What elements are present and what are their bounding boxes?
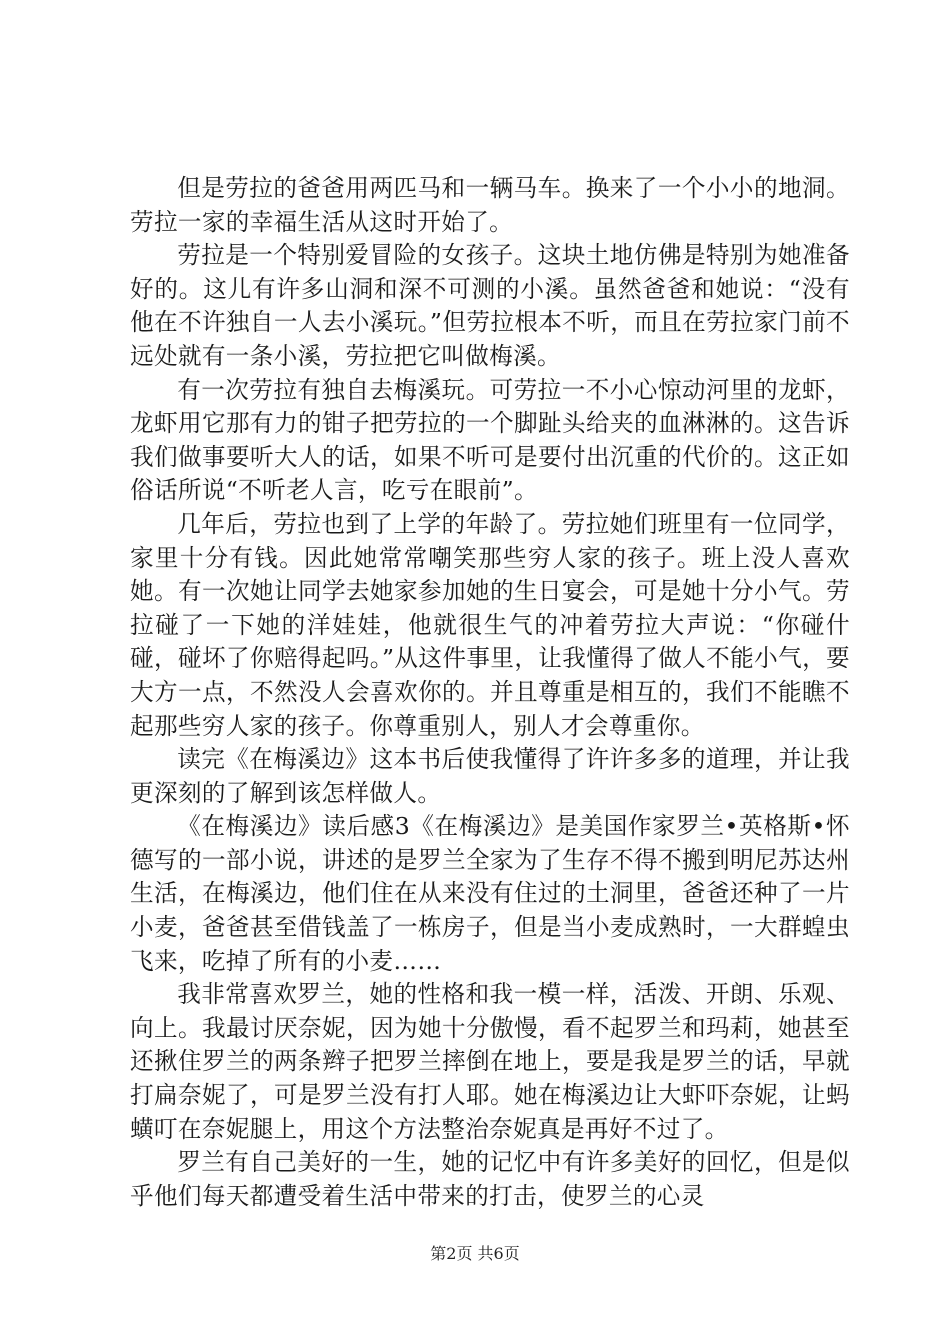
paragraph: 《在梅溪边》读后感3《在梅溪边》是美国作家罗兰•英格斯•怀德写的一部小说，讲述的是罗兰全家为了生存不得不搬到明尼苏达州生活，在梅溪边，他们住在从来没有住过的土洞里，爸爸还种了一片小麦，爸爸甚至借钱盖了一栋房子，但是当小麦成熟时，一大群蝗虫飞来，吃掉了所有的小麦…… [130,812,850,975]
paragraph: 我非常喜欢罗兰，她的性格和我一模一样，活泼、开朗、乐观、向上。我最讨厌奈妮，因为她十分傲慢，看不起罗兰和玛莉，她甚至还揪住罗兰的两条辫子把罗兰摔倒在地上，要是我是罗兰的话，早就打扁奈妮了，可是罗兰没有打人耶。她在梅溪边让大虾吓奈妮，让蚂蟥叮在奈妮腿上，用这个方法整治奈妮真是再好不过了。 [130,980,850,1143]
page-number-footer: 第2页 共6页 [430,1244,520,1263]
paragraph: 但是劳拉的爸爸用两匹马和一辆马车。换来了一个小小的地洞。劳拉一家的幸福生活从这时开始了。 [130,174,850,236]
paragraph: 劳拉是一个特别爱冒险的女孩子。这块土地仿佛是特别为她准备好的。这儿有许多山洞和深不可测的小溪。虽然爸爸和她说：“没有他在不许独自一人去小溪玩。”但劳拉根本不听，而且在劳拉家门前不远处就有一条小溪，劳拉把它叫做梅溪。 [130,241,850,370]
paragraph: 有一次劳拉有独自去梅溪玩。可劳拉一不小心惊动河里的龙虾，龙虾用它那有力的钳子把劳拉的一个脚趾头给夹的血淋淋的。这告诉我们做事要听大人的话，如果不听可是要付出沉重的代价的。这正如俗话所说“不听老人言，吃亏在眼前”。 [130,375,850,505]
paragraph: 读完《在梅溪边》这本书后使我懂得了许许多多的道理，并让我更深刻的了解到该怎样做人。 [130,745,850,807]
paragraph: 几年后，劳拉也到了上学的年龄了。劳拉她们班里有一位同学，家里十分有钱。因此她常常嘲笑那些穷人家的孩子。班上没人喜欢她。有一次她让同学去她家参加她的生日宴会，可是她十分小气。劳拉碰了一下她的洋娃娃，他就很生气的冲着劳拉大声说：“你碰什碰，碰坏了你赔得起吗。”从这件事里，让我懂得了做人不能小气，要大方一点，不然没人会喜欢你的。并且尊重是相互的，我们不能瞧不起那些穷人家的孩子。你尊重别人，别人才会尊重你。 [130,509,850,740]
paragraph: 罗兰有自己美好的一生，她的记忆中有许多美好的回忆，但是似乎他们每天都遭受着生活中带来的打击，使罗兰的心灵 [130,1148,850,1210]
document-body [130,172,850,1213]
